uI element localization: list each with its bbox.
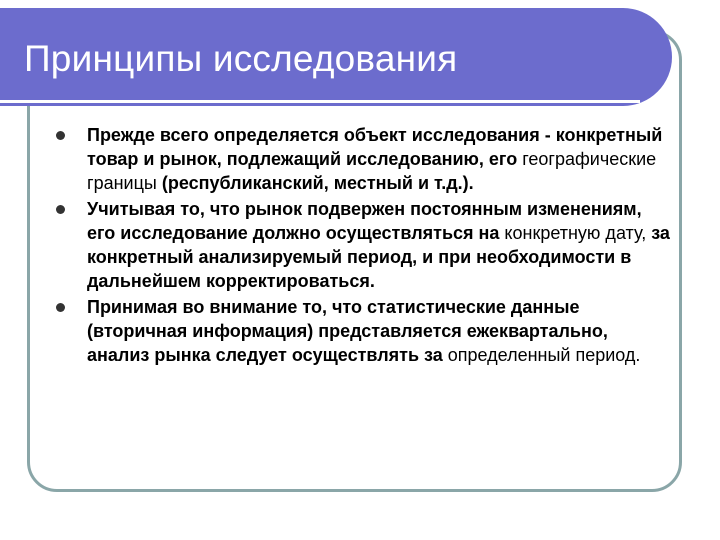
bullet-text-regular: географические границы (87, 149, 657, 193)
bullet-text-regular: конкретную дату, (504, 223, 652, 243)
bullet-text-bold: Прежде всего определяется объект исследования - конкретный товар и рынок, подлежащий исследованию, его (87, 125, 663, 169)
bullet-list (50, 123, 670, 369)
slide-title: Принципы исследования (24, 38, 458, 79)
title-bar (0, 8, 672, 106)
bullet-text-bold: (республиканский, местный и т.д.). (161, 173, 474, 193)
bullet-dot-icon (56, 131, 65, 140)
bullet-text-bold: Принимая во внимание то, что статистические данные (вторичная информация) представляется ежеквартально, анализ рынка следует осуществлять за (87, 297, 608, 365)
bullet-text-regular: определенный период. (447, 345, 641, 365)
bullet-dot-icon (56, 303, 65, 312)
bullet-item (50, 197, 670, 293)
bullet-text-bold: за конкретный анализируемый период, и при необходимости в дальнейшем корректироваться. (87, 223, 670, 291)
bullet-text-bold: Учитывая то, что рынок подвержен постоянным изменениям, его исследование должно осуществляться на (87, 199, 642, 243)
bullet-item (50, 123, 670, 195)
bullet-item (50, 295, 670, 367)
title-underline (0, 100, 640, 103)
bullet-dot-icon (56, 205, 65, 214)
